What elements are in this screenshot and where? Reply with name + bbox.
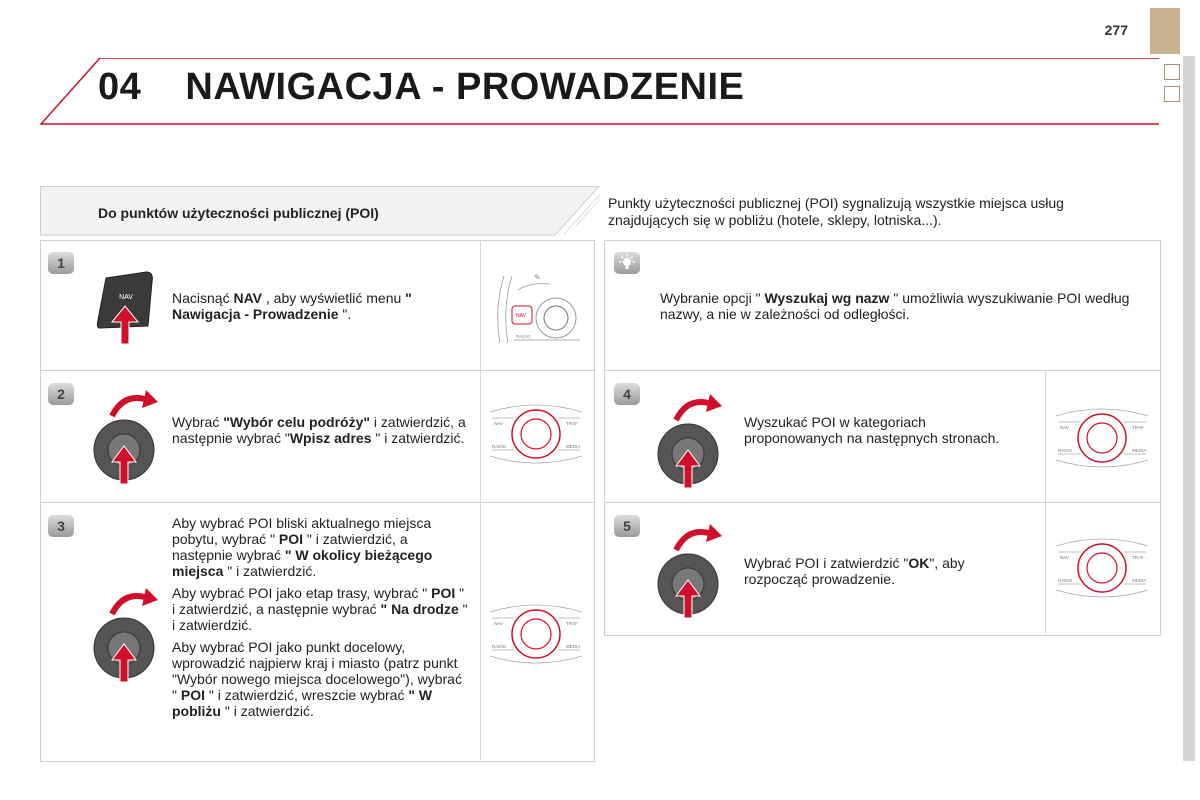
column-divider — [480, 240, 481, 760]
pen-glyph: ✎ — [534, 273, 541, 282]
chapter-title: NAWIGACJA - PROWADZENIE — [185, 66, 745, 108]
text-run-bold: Wpisz adres — [289, 430, 372, 446]
text-run-bold: "Wybór celu podróży" — [223, 414, 371, 430]
console-traf-label: TRAF — [1132, 555, 1144, 560]
lightbulb-icon — [614, 252, 640, 274]
console-media-label: MEDIA — [566, 644, 581, 649]
text-run: " i zatwierdzić. — [223, 563, 317, 579]
paragraph — [172, 639, 468, 719]
side-bar — [1183, 56, 1195, 761]
text-run: Aby wybrać POI jako etap trasy, wybrać " — [172, 585, 432, 601]
console-media-label: MEDIA — [1132, 578, 1147, 583]
console-nav-label: NAV — [1060, 555, 1069, 560]
console-traf-label: TRAF — [566, 621, 578, 626]
text-run: ". — [338, 306, 352, 322]
text-run-bold: OK — [908, 555, 930, 571]
text-run-bold: Wyszukaj wg nazw — [764, 290, 890, 306]
chapter-tab — [1150, 8, 1180, 54]
step-1-text — [172, 290, 462, 322]
rotary-knob-illustration — [90, 386, 164, 486]
text-run: " i zatwierdzić. — [371, 430, 465, 446]
console-nav-label: NAV — [494, 621, 503, 626]
step-5-text — [744, 555, 1019, 587]
tip-badge — [614, 252, 640, 274]
text-run-bold: POI — [180, 687, 205, 703]
text-run: Wybrać POI i zatwierdzić " — [744, 555, 909, 571]
page-title — [98, 66, 744, 109]
dashboard-sketch — [490, 268, 586, 348]
text-run: Wybranie opcji " — [660, 290, 765, 306]
step-badge: 3 — [48, 515, 74, 537]
text-run: " i zatwierdzić, a następnie wybrać — [172, 531, 408, 563]
nav-label: NAV — [119, 294, 133, 301]
rotary-knob-illustration — [654, 520, 728, 620]
console-nav-label: NAV — [1060, 425, 1069, 430]
column-divider — [1045, 370, 1046, 634]
console-radio-label: RADIO — [492, 644, 507, 649]
text-run-bold: " Na drodze — [380, 601, 459, 617]
console-media-label: MEDIA — [566, 444, 581, 449]
text-run-bold: NAV — [233, 290, 262, 306]
step-badge: 4 — [614, 383, 640, 405]
step-4-text: Wyszukać POI w kategoriach proponowanych na następnych stronach. — [744, 414, 1000, 446]
text-run: " i zatwierdzić. — [172, 601, 468, 633]
tab-square — [1164, 64, 1180, 80]
paragraph — [172, 585, 468, 633]
text-run: ", aby rozpocząć prowadzenie. — [744, 555, 965, 587]
console-radio-label: RADIO — [492, 444, 507, 449]
text-run-bold: POI — [278, 531, 304, 547]
tab-square — [1164, 86, 1180, 102]
text-run: " i zatwierdzić. — [221, 703, 314, 719]
nav-button-illustration — [92, 268, 156, 348]
console-nav-label: NAV — [516, 313, 526, 319]
text-run: Aby wybrać POI jako punkt docelowy, wprowadzić najpierw kraj i miasto (patrz punkt "Wybór nowego miejsca docelowego"), wybrać " — [172, 639, 462, 703]
console-radio-label: RADIO — [516, 334, 531, 339]
console-radio-label: RADIO — [1058, 578, 1073, 583]
console-nav-label: NAV — [494, 421, 503, 426]
text-run: " i zatwierdzić, a następnie wybrać — [172, 585, 465, 617]
section-title: Do punktów użyteczności publicznej (POI) — [98, 205, 379, 221]
console-media-label: MEDIA — [1132, 448, 1147, 453]
tip-text — [660, 290, 1130, 322]
paragraph — [172, 515, 468, 579]
console-radio-label: RADIO — [1058, 448, 1073, 453]
step-badge: 1 — [48, 252, 74, 274]
rotary-knob-illustration — [654, 390, 728, 490]
page-number: 277 — [1104, 22, 1128, 38]
chapter-number: 04 — [98, 66, 142, 108]
step-badge: 5 — [614, 515, 640, 537]
text-run-bold: " W okolicy bieżącego miejsca — [172, 547, 433, 579]
text-run: " umożliwia wyszukiwanie POI według nazwy, a nie w zależności od odległości. — [660, 290, 1130, 322]
text-run: Wybrać — [172, 414, 224, 430]
text-run: Aby wybrać POI bliski aktualnego miejsca pobytu, wybrać " — [172, 515, 432, 547]
text-run-bold: POI — [431, 585, 456, 601]
console-diagram — [1052, 532, 1152, 604]
rotary-knob-illustration — [90, 584, 164, 684]
text-run-bold: " W pobliżu — [172, 687, 433, 719]
step-2-text — [172, 414, 467, 446]
text-run: " i zatwierdzić, wreszcie wybrać — [204, 687, 409, 703]
console-traf-label: TRAF — [1132, 425, 1144, 430]
console-diagram — [486, 398, 586, 470]
text-run-bold: " Nawigacja - Prowadzenie — [172, 290, 412, 322]
console-traf-label: TRAF — [566, 421, 578, 426]
console-diagram — [1052, 402, 1152, 474]
text-run: i zatwierdzić, a następnie wybrać " — [172, 414, 466, 446]
text-run: , aby wyświetlić menu — [262, 290, 406, 306]
step-badge: 2 — [48, 383, 74, 405]
step-3-text — [172, 515, 468, 725]
console-diagram — [486, 598, 586, 670]
section-intro: Punkty użyteczności publicznej (POI) sygnalizują wszystkie miejsca usług znajdujących się w pobliżu (hotele, sklepy, lotniska...). — [608, 195, 1064, 228]
text-run: Nacisnąć — [172, 290, 234, 306]
